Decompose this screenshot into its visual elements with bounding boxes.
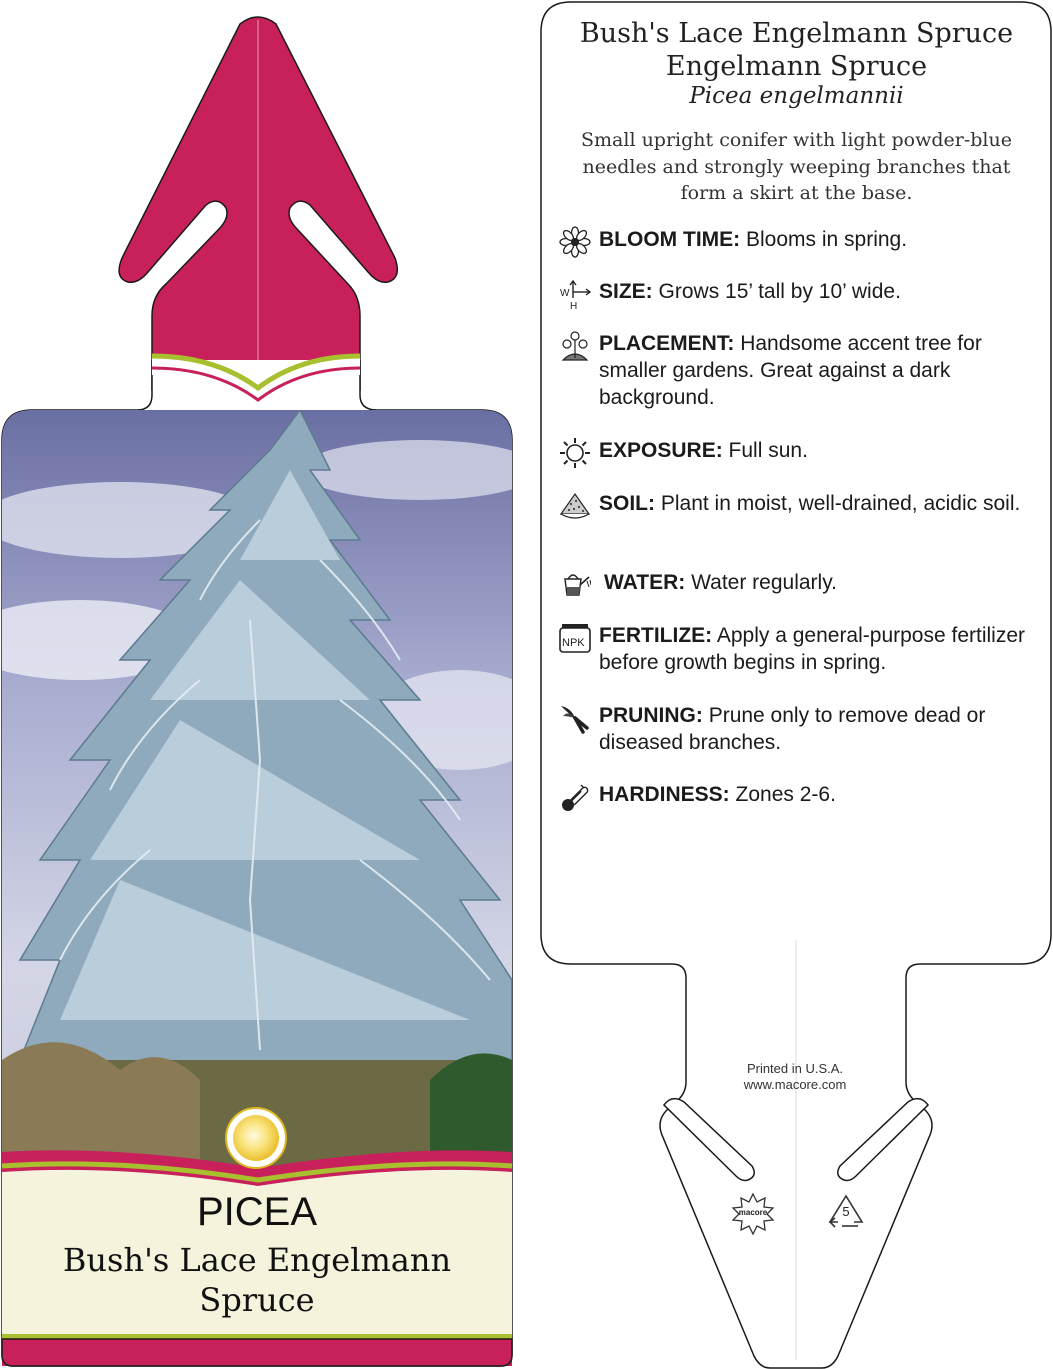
back-subtitle: Engelmann Spruce xyxy=(665,51,928,82)
description-line: needles and strongly weeping branches that xyxy=(582,155,1011,178)
fertilizer-icon xyxy=(559,622,591,654)
thermometer-icon xyxy=(559,781,591,813)
soil-icon xyxy=(559,490,591,522)
back-header xyxy=(541,17,1052,109)
detail-label: FERTILIZE: xyxy=(599,624,713,647)
detail-water xyxy=(559,569,1029,599)
detail-fertilize xyxy=(559,622,1029,678)
plant-description xyxy=(541,127,1052,207)
flower-icon xyxy=(559,226,591,258)
front-genus-name: PICEA xyxy=(196,1190,318,1234)
detail-label: SOIL: xyxy=(599,492,655,515)
front-common-name xyxy=(0,1240,514,1320)
detail-text: Plant in moist, well-drained, acidic soil. xyxy=(660,492,1021,515)
detail-pruning xyxy=(559,702,1029,758)
printed-location: Printed in U.S.A. xyxy=(746,1061,844,1076)
detail-text: Water regularly. xyxy=(691,571,837,594)
watering-can-icon xyxy=(559,569,591,601)
printed-info xyxy=(700,1061,890,1093)
detail-label: EXPOSURE: xyxy=(599,439,723,462)
size-icon-h: H xyxy=(570,301,578,310)
recycle-number: 5 xyxy=(842,1204,850,1219)
detail-label: WATER: xyxy=(604,571,686,594)
description-line: Small upright conifer with light powder-blue xyxy=(581,129,1012,151)
detail-label: BLOOM TIME: xyxy=(599,228,741,251)
macore-logo-text: macore xyxy=(738,1208,768,1217)
detail-hardiness xyxy=(559,781,1029,811)
detail-text: Blooms in spring. xyxy=(746,228,908,251)
detail-text: Prune only to remove dead or diseased branches. xyxy=(599,704,986,754)
detail-label: HARDINESS: xyxy=(599,783,730,806)
detail-label: SIZE: xyxy=(599,280,653,303)
size-icon xyxy=(559,278,591,310)
detail-label: PRUNING: xyxy=(599,704,703,727)
sun-icon xyxy=(559,437,591,469)
detail-label: PLACEMENT: xyxy=(599,332,735,355)
size-icon-w: W xyxy=(560,288,570,299)
printed-website: www.macore.com xyxy=(743,1077,847,1092)
front-common-name-line2: Spruce xyxy=(199,1281,315,1319)
scientific-name: Picea engelmannii xyxy=(689,83,904,109)
detail-exposure xyxy=(559,437,1029,467)
pruners-icon xyxy=(559,702,591,734)
detail-text: Zones 2-6. xyxy=(735,783,836,806)
detail-text: Apply a general-purpose fertilizer before growth begins in spring. xyxy=(599,624,1026,674)
fertilizer-icon-label: NPK xyxy=(562,637,585,649)
detail-size xyxy=(559,278,1029,308)
detail-soil xyxy=(559,490,1029,546)
detail-text: Grows 15’ tall by 10’ wide. xyxy=(658,280,901,303)
detail-text: Handsome accent tree for smaller gardens. Great against a dark background. xyxy=(599,332,982,409)
detail-placement xyxy=(559,330,1029,414)
spruce-tree-photo xyxy=(0,410,550,1210)
description-line: form a skirt at the base. xyxy=(680,182,913,204)
back-title: Bush's Lace Engelmann Spruce xyxy=(579,18,1014,49)
placement-icon xyxy=(559,330,591,362)
front-tag-arrow-top xyxy=(119,17,397,395)
front-common-name-line1: Bush's Lace Engelmann xyxy=(62,1241,452,1279)
detail-text: Full sun. xyxy=(728,439,808,462)
full-sun-icon xyxy=(226,1108,286,1168)
detail-bloom-time xyxy=(559,226,1029,256)
